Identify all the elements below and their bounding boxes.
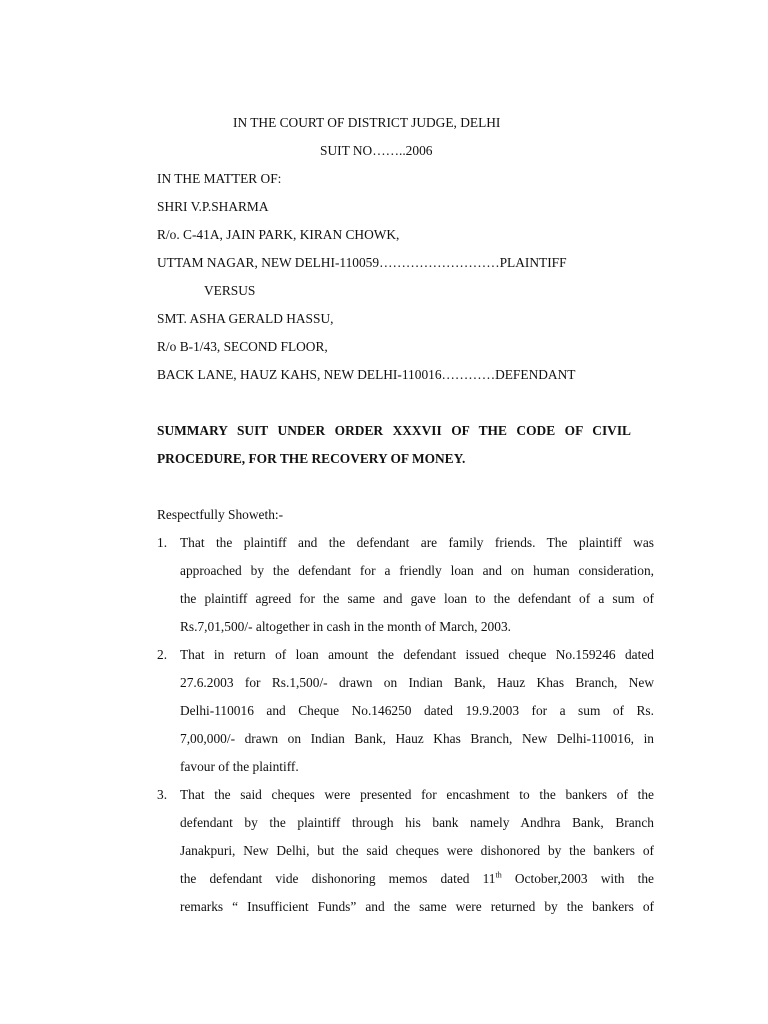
versus-label: VERSUS xyxy=(204,283,256,298)
paragraph-line: That the said cheques were presented for encashment to the bankers of the xyxy=(180,787,654,802)
paragraph-line: 27.6.2003 for Rs.1,500/- drawn on Indian Bank, Hauz Khas Branch, New xyxy=(180,675,654,690)
paragraph-number: 3. xyxy=(157,787,168,802)
paragraph-line: defendant by the plaintiff through his bank namely Andhra Bank, Branch xyxy=(180,815,654,830)
defendant-address-line-2: BACK LANE, HAUZ KAHS, NEW DELHI-110016…………DEFENDANT xyxy=(157,367,576,382)
defendant-name: SMT. ASHA GERALD HASSU, xyxy=(157,311,334,326)
paragraph-line: remarks “ Insufficient Funds” and the same were returned by the bankers of xyxy=(180,899,654,914)
line-text-after: October,2003 with the xyxy=(501,871,654,886)
paragraph-line: That in return of loan amount the defendant issued cheque No.159246 dated xyxy=(180,647,654,662)
plaintiff-address-line-2: UTTAM NAGAR, NEW DELHI-110059………………………PLAINTIFF xyxy=(157,255,567,270)
ordinal-suffix: th xyxy=(495,870,502,880)
paragraph-line: approached by the defendant for a friendly loan and on human consideration, xyxy=(180,563,654,578)
defendant-address-line-1: R/o B-1/43, SECOND FLOOR, xyxy=(157,339,328,354)
paragraph-line: That the plaintiff and the defendant are family friends. The plaintiff was xyxy=(180,535,654,550)
paragraph-line: Delhi-110016 and Cheque No.146250 dated 19.9.2003 for a sum of Rs. xyxy=(180,703,654,718)
paragraph-line: the plaintiff agreed for the same and gave loan to the defendant of a sum of xyxy=(180,591,654,606)
salutation: Respectfully Showeth:- xyxy=(157,507,284,522)
matter-of-label: IN THE MATTER OF: xyxy=(157,171,282,186)
paragraph-line: 7,00,000/- drawn on Indian Bank, Hauz Khas Branch, New Delhi-110016, in xyxy=(180,731,654,746)
paragraph-number: 2. xyxy=(157,647,168,662)
paragraph-line: favour of the plaintiff. xyxy=(180,759,299,774)
suit-number: SUIT NO……..2006 xyxy=(320,143,433,158)
line-text-before: the defendant vide dishonoring memos dated 11 xyxy=(180,871,496,886)
paragraph-line xyxy=(180,871,654,887)
plaintiff-name: SHRI V.P.SHARMA xyxy=(157,199,269,214)
suit-title-line-2: PROCEDURE, FOR THE RECOVERY OF MONEY. xyxy=(157,451,466,466)
court-heading: IN THE COURT OF DISTRICT JUDGE, DELHI xyxy=(233,115,501,130)
suit-title-line-1: SUMMARY SUIT UNDER ORDER XXXVII OF THE CODE OF CIVIL xyxy=(157,423,631,438)
plaintiff-address-line-1: R/o. C-41A, JAIN PARK, KIRAN CHOWK, xyxy=(157,227,400,242)
paragraph-line: Janakpuri, New Delhi, but the said cheques were dishonored by the bankers of xyxy=(180,843,654,858)
paragraph-number: 1. xyxy=(157,535,168,550)
paragraph-line: Rs.7,01,500/- altogether in cash in the month of March, 2003. xyxy=(180,619,511,634)
